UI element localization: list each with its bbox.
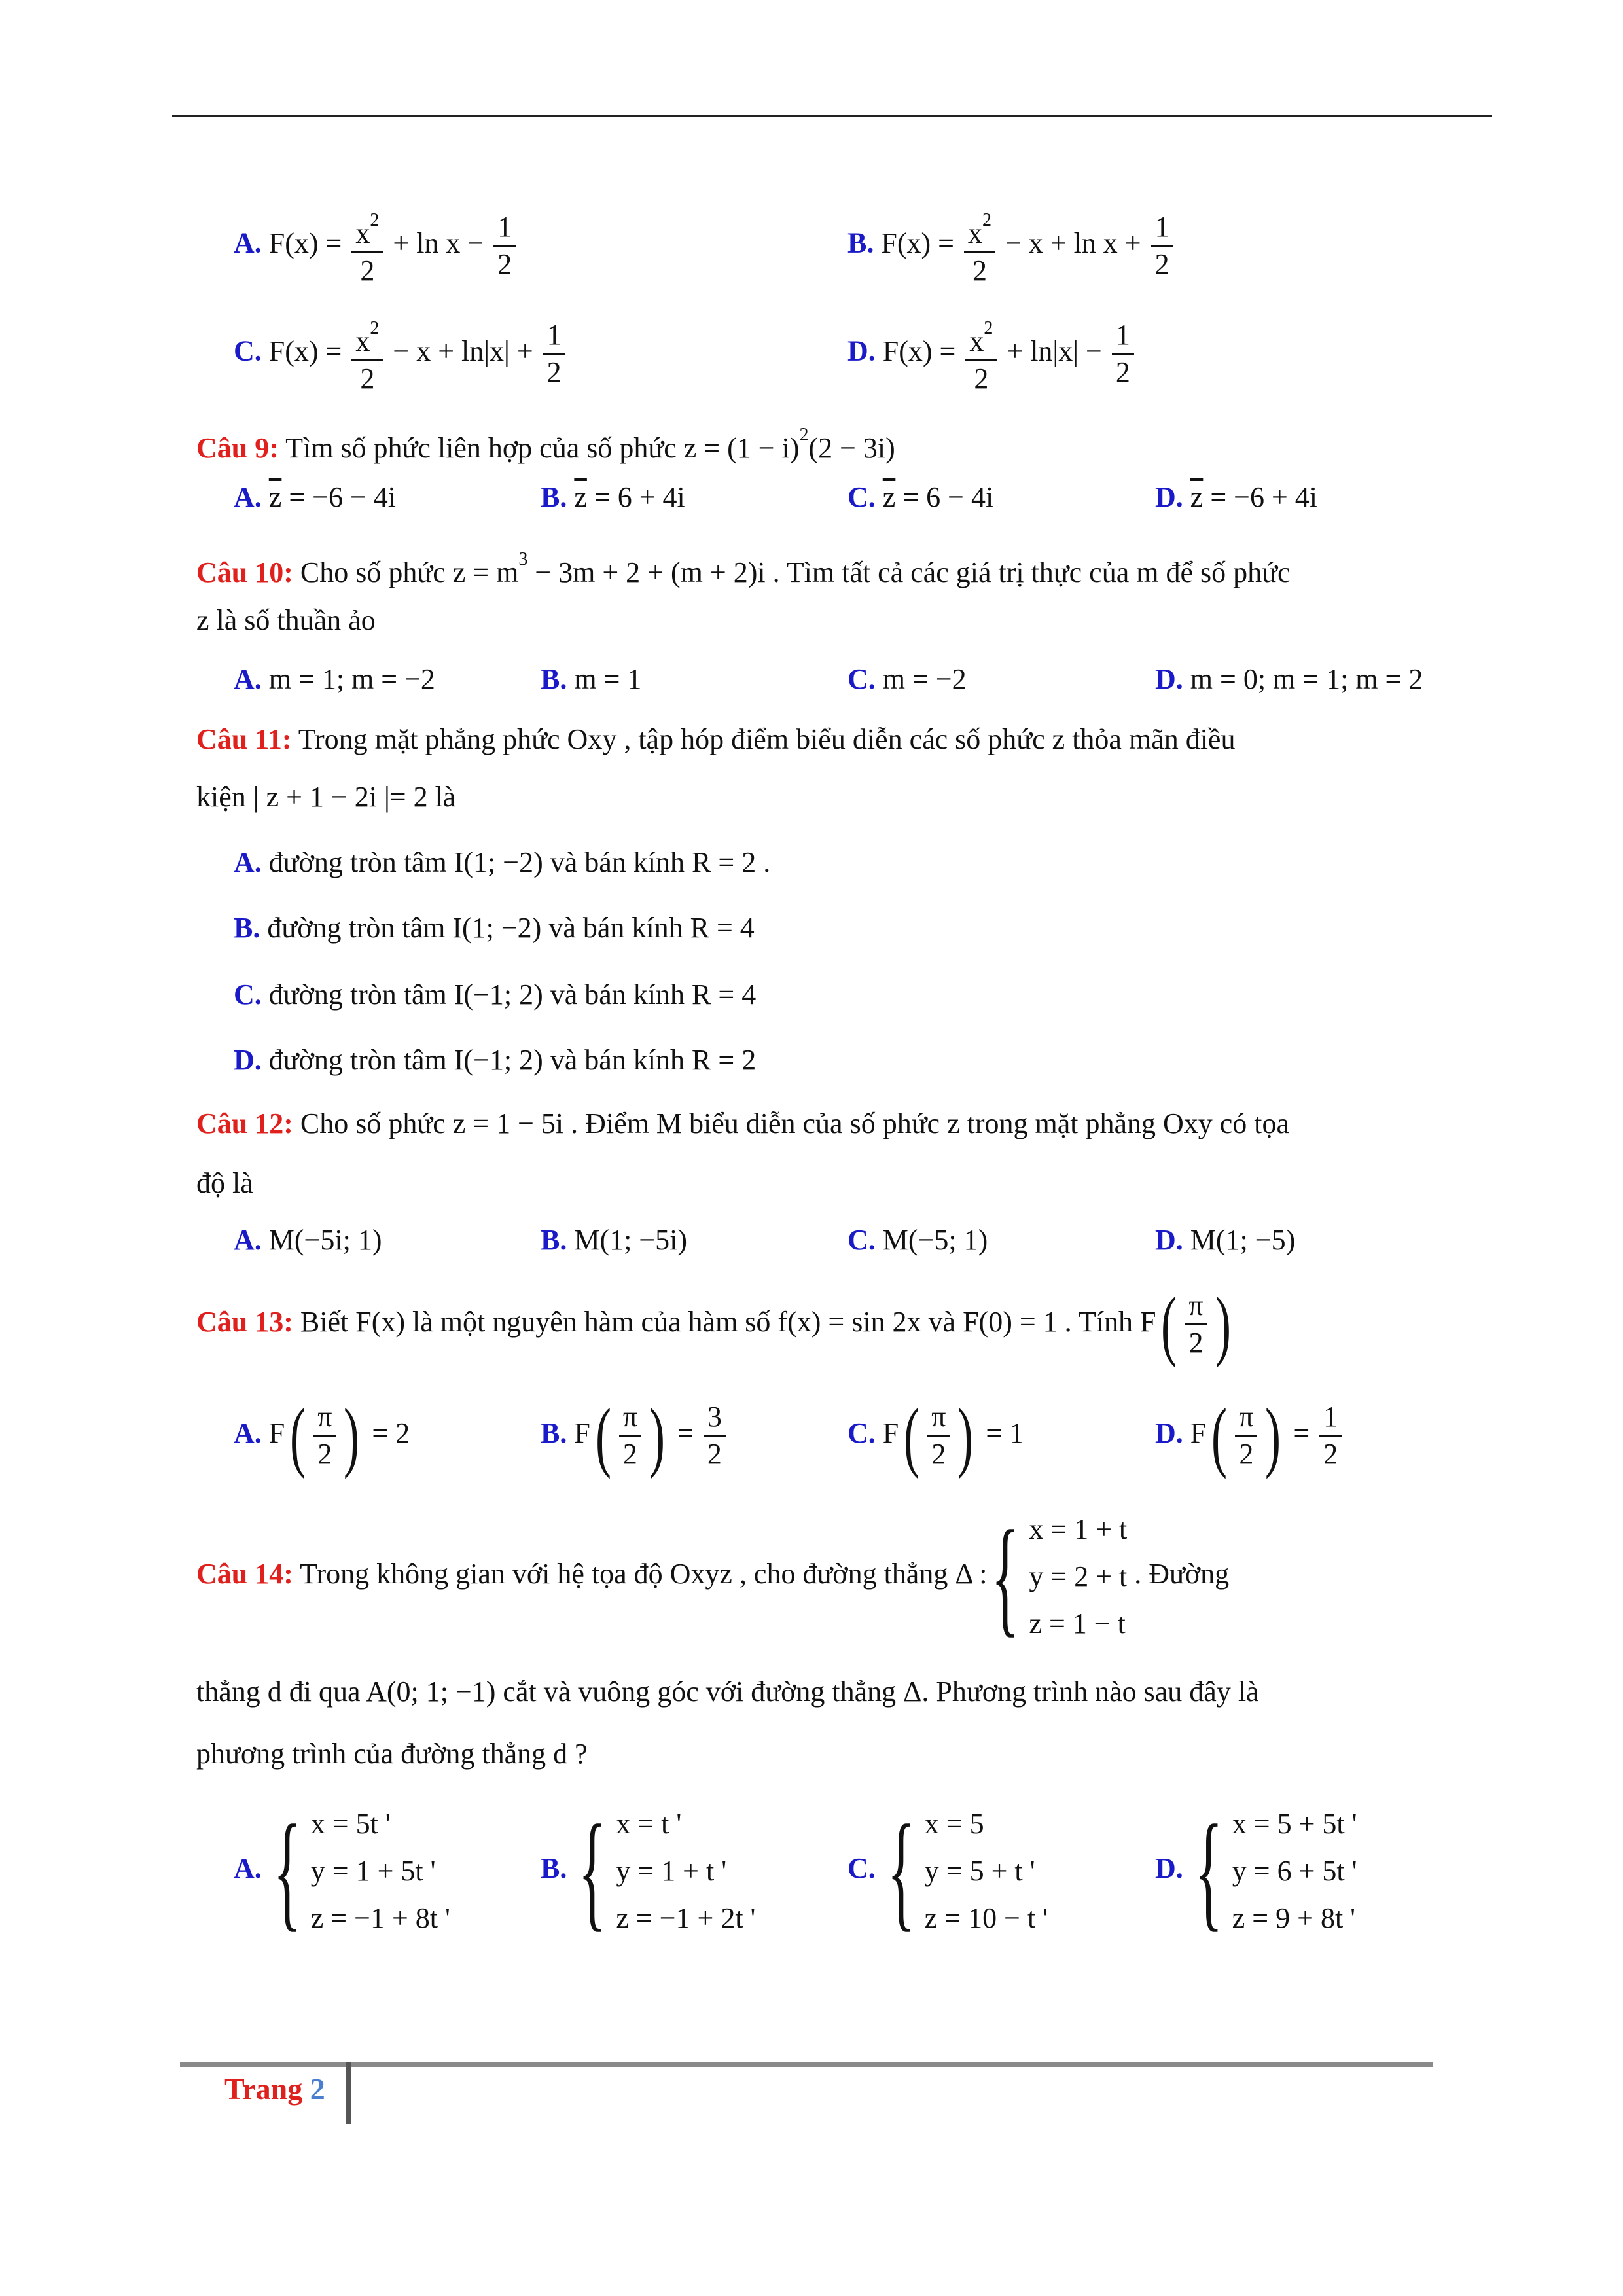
q11-stem: Câu 11: Trong mặt phẳng phức Oxy , tập hóp điểm biểu diễn các số phức z thỏa mãn điều xyxy=(196,723,1236,755)
q10-option-a: A. m = 1; m = −2 xyxy=(234,663,435,695)
q12-stem-line2: độ là xyxy=(196,1167,253,1199)
q13-option-b: B. F( $\frac{\pi}{2}$ ) = $\frac{3}{2}$ xyxy=(541,1394,728,1473)
page-number: Trang 2 xyxy=(224,2072,325,2106)
q9-option-a: A. $\overline{z} = -6 - 4i$ xyxy=(234,481,396,513)
footer-rule xyxy=(180,2062,1433,2067)
q13-option-a: A. F( $\frac{\pi}{2}$ ) = 2 xyxy=(234,1391,410,1479)
q12-option-a: A. M(−5i; 1) xyxy=(234,1224,382,1256)
q13-stem: Câu 13: Biết F(x) là một nguyên hàm của hàm số f(x) = sin 2x và F(0) = 1 . Tính F( $\frac{\pi}{2}$ ) xyxy=(196,1280,1231,1368)
q8-option-c: C. F(x) = $\frac{x^2}{2}$ − x + ln|x| + $\frac{1}{2}$ xyxy=(234,311,568,397)
q8-option-a: A. F(x) = $\frac{x^2}{2}$ + ln x − $\frac{1}{2}$ xyxy=(234,203,518,289)
q14-stem-line2: thẳng d đi qua A(0; 1; −1) cắt và vuông góc với đường thẳng Δ. Phương trình nào sau đây là xyxy=(196,1676,1259,1708)
q14-stem: Câu 14: Trong không gian với hệ tọa độ Oxyz , cho đường thẳng Δ : { x = 1 + t y = 2 + t z = 1 − t . Đường xyxy=(196,1503,1230,1649)
q10-stem-line2: z là số thuần ảo xyxy=(196,604,376,636)
q8-option-b: B. F(x) = $\frac{x^2}{2}$ − x + ln x + $\frac{1}{2}$ xyxy=(847,203,1176,289)
q12-option-d: D. M(1; −5) xyxy=(1155,1224,1296,1256)
header-rule xyxy=(172,115,1492,117)
q9-option-c: C. $\overline{z} = 6 - 4i$ xyxy=(847,481,994,513)
q11-option-a: A. đường tròn tâm I(1; −2) và bán kính R = 2 . xyxy=(234,846,771,878)
q14-option-c: C. { x = 5 y = 5 + t ' z = 10 − t ' xyxy=(847,1798,1048,1943)
q12-option-c: C. M(−5; 1) xyxy=(847,1224,988,1256)
q14-option-a: A. { x = 5t ' y = 1 + 5t ' z = −1 + 8t ' xyxy=(234,1798,450,1943)
q10-stem: Câu 10: Cho số phức $z = m^3 - 3m + 2 + (m + 2)i$ . Tìm tất cả các giá trị thực của m để số phức xyxy=(196,549,1291,588)
q10-option-c: C. m = −2 xyxy=(847,663,967,695)
q14-option-b: B. { x = t ' y = 1 + t ' z = −1 + 2t ' xyxy=(541,1798,756,1943)
q11-option-d: D. đường tròn tâm I(−1; 2) và bán kính R = 2 xyxy=(234,1044,757,1076)
q9-stem: Câu 9: Tìm số phức liên hợp của số phức $z = (1 - i)^2(2 - 3i)$ xyxy=(196,425,895,464)
q12-option-b: B. M(1; −5i) xyxy=(541,1224,688,1256)
q12-stem: Câu 12: Cho số phức z = 1 − 5i . Điểm M biểu diễn của số phức z trong mặt phẳng Oxy có tọa xyxy=(196,1107,1290,1139)
q11-stem-line2: kiện | z + 1 − 2i |= 2 là xyxy=(196,781,456,813)
q9-option-d: D. $\overline{z} = -6 + 4i$ xyxy=(1155,481,1317,513)
q9-option-b: B. $\overline{z} = 6 + 4i$ xyxy=(541,481,685,513)
q11-option-b: B. đường tròn tâm I(1; −2) và bán kính R = 4 xyxy=(234,912,755,944)
q14-option-d: D. { x = 5 + 5t ' y = 6 + 5t ' z = 9 + 8t ' xyxy=(1155,1798,1357,1943)
q10-option-b: B. m = 1 xyxy=(541,663,642,695)
q14-system: { x = 1 + t y = 2 + t z = 1 − t xyxy=(991,1503,1128,1649)
q8-option-d: D. F(x) = $\frac{x^2}{2}$ + ln|x| − $\frac{1}{2}$ xyxy=(847,311,1137,397)
q11-option-c: C. đường tròn tâm I(−1; 2) và bán kính R = 4 xyxy=(234,978,757,1011)
q13-option-d: D. F( $\frac{\pi}{2}$ ) = $\frac{1}{2}$ xyxy=(1155,1394,1344,1473)
q13-option-c: C. F( $\frac{\pi}{2}$ ) = 1 xyxy=(847,1391,1024,1479)
q14-stem-line3: phương trình của đường thẳng d ? xyxy=(196,1738,588,1770)
footer-divider xyxy=(346,2062,351,2124)
q10-option-d: D. m = 0; m = 1; m = 2 xyxy=(1155,663,1423,695)
